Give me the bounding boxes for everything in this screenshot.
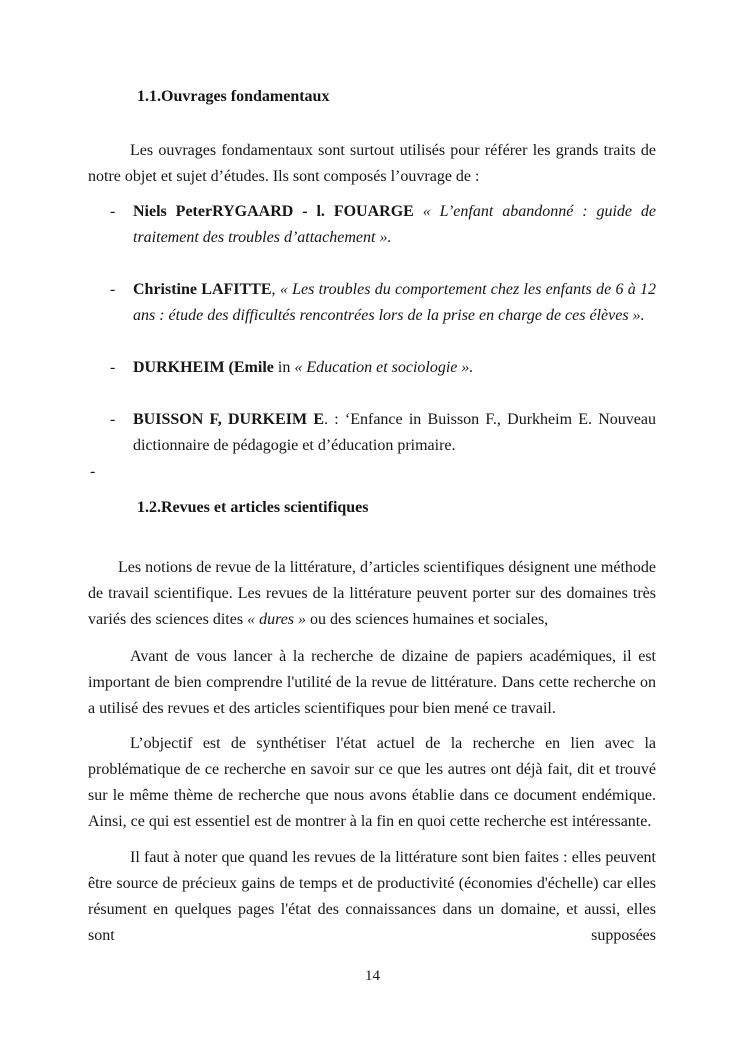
paragraph-avant	[88, 644, 656, 722]
paragraph-text: ou des sciences humaines et sociales,	[306, 611, 549, 628]
section-heading-1-2: 1.2.Revues et articles scientifiques	[137, 499, 369, 516]
section-heading-1-1: 1.1.Ouvrages fondamentaux	[137, 88, 330, 105]
item-author: BUISSON F, DURKEIM E	[133, 411, 325, 428]
paragraph-text: L’objectif est de synthétiser l'état actuel de la recherche en lien avec la problématique de ce recherche en savoir sur ce que les autres ont déjà fait, dit et trouvé sur le même thème de recherche que nous avons établie dans ce document endémique. Ainsi, ce qui est essentiel est de montrer à la fin en quoi cette recherche est intéressante.	[88, 735, 656, 830]
list-item-text	[133, 277, 656, 329]
paragraph-notions	[88, 555, 656, 633]
bullet-dash: -	[90, 463, 96, 480]
item-separator	[414, 203, 423, 220]
paragraph-italic-quote: « dures »	[247, 611, 307, 628]
paragraph-il-faut	[88, 845, 656, 949]
list-item-text	[133, 355, 656, 381]
item-author: Christine LAFITTE	[133, 281, 272, 298]
intro-text: Les ouvrages fondamentaux sont surtout utilisés pour référer les grands traits de notre objet et sujet d’études. Ils sont composés l’ouvrage de :	[88, 142, 656, 185]
item-author: DURKHEIM (Emile	[133, 359, 274, 376]
page-content	[88, 84, 656, 949]
paragraph-text: Il faut à noter que quand les revues de la littérature sont bien faites : elles peuvent être source de précieux gains de temps et de productivité (économies d'échelle) car elles résument en quelques pages l'état des connaissances dans un domaine, et aussi, elles sont supposées	[88, 849, 656, 944]
list-item-rygaard	[88, 199, 656, 251]
bullet-dash: -	[110, 411, 116, 428]
list-item-durkheim	[88, 355, 656, 381]
page-number: 14	[365, 968, 380, 984]
item-title: « Les troubles du comportement chez les enfants de 6 à 12 ans : étude des difficultés rencontrées lors de la prise en charge de ces élèves ».	[133, 281, 656, 324]
item-title: « L’enfant abandonné : guide de traitement des troubles d’attachement ».	[133, 203, 657, 246]
list-item-text	[133, 199, 656, 251]
bullet-dash: -	[110, 281, 116, 298]
paragraph-objectif	[88, 731, 656, 835]
empty-bullet	[90, 459, 656, 485]
paragraph-text: Avant de vous lancer à la recherche de dizaine de papiers académiques, il est important de bien comprendre l'utilité de la revue de littérature. Dans cette recherche on a utilisé des revues et des articles scientifiques pour bien mené ce travail.	[88, 648, 656, 717]
intro-paragraph	[88, 138, 656, 190]
paragraph-text: Les notions de revue de la littérature, d’articles scientifiques désignent une méthode de travail scientifique. Les revues de la littérature peuvent porter sur des domaines très variés des sciences dites	[88, 559, 656, 628]
list-item-buisson	[88, 407, 656, 459]
item-title: « Education et sociologie ».	[294, 359, 474, 376]
bullet-dash: -	[110, 359, 116, 376]
list-item-text	[133, 407, 656, 459]
bullet-dash: -	[110, 203, 116, 220]
item-separator: in	[273, 359, 295, 376]
item-separator: ,	[271, 281, 280, 298]
item-author: Niels PeterRYGAARD - l. FOUARGE	[133, 203, 414, 220]
item-separator: . : ‘Enfance in Buisson F., Durkheim E. Nouveau dictionnaire de pédagogie et d’éducation primaire.	[133, 411, 657, 454]
list-item-lafitte	[88, 277, 656, 329]
